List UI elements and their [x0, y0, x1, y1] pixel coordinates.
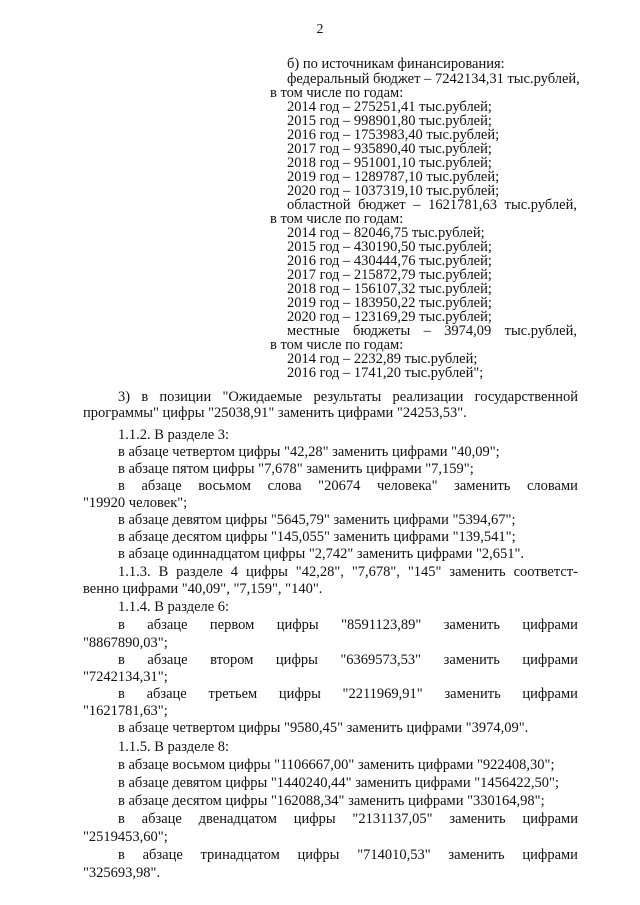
word: "20674: [318, 478, 361, 494]
word: слова: [267, 478, 302, 494]
instruction-line: в абзаце девятом цифры "1440240,44" заменить цифрами "1456422,50";: [118, 775, 559, 791]
regional-year-line: 2020 год – 123169,29 тыс.рублей;: [287, 309, 492, 325]
funding-heading: б) по источникам финансирования:: [287, 56, 505, 72]
federal-year-line: 2016 год – 1753983,40 тыс.рублей;: [287, 127, 500, 143]
word: двенадцатом: [198, 811, 277, 827]
instruction-line: в абзаце десятом цифры "145,055" заменить цифрами "139,541";: [118, 529, 516, 545]
page-number: 2: [316, 22, 324, 37]
word: –: [413, 197, 421, 213]
instruction-continuation: "8867890,03";: [83, 635, 168, 651]
instruction-continuation: "1621781,63";: [83, 703, 168, 719]
word: "8591123,89": [341, 617, 422, 633]
instruction-line: [118, 847, 578, 863]
by-years-label: в том числе по годам:: [270, 85, 404, 101]
instruction-line: в абзаце десятом цифры "162088,34" заменить цифрами "330164,98";: [118, 793, 545, 809]
word: 3): [118, 389, 131, 405]
instruction-line: в абзаце восьмом цифры "1106667,00" заменить цифрами "922408,30";: [118, 757, 555, 773]
word: заменить: [449, 811, 506, 827]
word: втором: [210, 652, 254, 668]
word: в: [118, 847, 125, 863]
word: словами: [526, 478, 578, 494]
federal-year-line: 2019 год – 1289787,10 тыс.рублей;: [287, 169, 500, 185]
word: "7,678",: [351, 564, 400, 580]
word: 1621781,63: [428, 197, 497, 213]
word: государственной: [474, 389, 578, 405]
word: цифры: [245, 564, 288, 580]
word: тринадцатом: [200, 847, 280, 863]
local-year-line: 2016 год – 1741,20 тыс.рублей";: [287, 365, 484, 381]
word: "2131137,05": [352, 811, 433, 827]
word: областной: [287, 197, 351, 213]
para3-line2: программы" цифры "25038,91" заменить цифрами "24253,53".: [83, 405, 467, 421]
word: позиции: [159, 389, 212, 405]
word: "145": [407, 564, 442, 580]
word: в: [118, 478, 125, 494]
word: результаты: [313, 389, 382, 405]
federal-year-line: 2018 год – 951001,10 тыс.рублей;: [287, 155, 492, 171]
word: абзаце: [141, 811, 182, 827]
regional-year-line: 2017 год – 215872,79 тыс.рублей;: [287, 267, 492, 283]
regional-year-line: 2015 год – 430190,50 тыс.рублей;: [287, 239, 492, 255]
word: цифры: [276, 617, 319, 633]
word: заменить: [448, 847, 505, 863]
word: абзаце: [146, 686, 187, 702]
word: абзаце: [147, 652, 188, 668]
instruction-continuation: "19920 человек";: [83, 495, 188, 511]
word: в: [118, 617, 125, 633]
regional-year-line: 2019 год – 183950,22 тыс.рублей;: [287, 295, 492, 311]
word: человека": [376, 478, 438, 494]
regional-year-line: 2016 год – 430444,76 тыс.рублей;: [287, 253, 492, 269]
instruction-line: в абзаце одиннадцатом цифры "2,742" заменить цифрами "2,651".: [118, 546, 525, 562]
word: местные: [287, 323, 340, 339]
word: цифры: [293, 811, 336, 827]
section-1-1-2-heading: 1.1.2. В разделе 3:: [118, 427, 230, 443]
word: цифрами: [522, 617, 578, 633]
word: 4: [230, 564, 238, 580]
word: реализации: [392, 389, 464, 405]
instruction-line: в абзаце четвертом цифры "42,28" заменить цифрами "40,09";: [118, 444, 500, 460]
section-1-1-4-heading: 1.1.4. В разделе 6:: [118, 599, 230, 615]
word: "Ожидаемые: [222, 389, 303, 405]
instruction-line: в абзаце четвертом цифры "9580,45" заменить цифрами "3974,09".: [118, 720, 529, 736]
word: цифрами: [522, 652, 578, 668]
word: в: [141, 389, 149, 405]
word: заменить: [443, 652, 500, 668]
word: заменить: [444, 686, 501, 702]
word: 3974,09: [444, 323, 492, 339]
federal-year-line: 2017 год – 935890,40 тыс.рублей;: [287, 141, 492, 157]
word: в: [118, 686, 125, 702]
section-1-1-3-line2: венно цифрами "40,09", "7,159", "140".: [83, 581, 323, 597]
para3-line1: [118, 389, 578, 405]
word: цифрами: [522, 686, 578, 702]
word: третьем: [208, 686, 258, 702]
word: заменить: [443, 617, 500, 633]
word: в: [118, 811, 125, 827]
instruction-line: [118, 478, 578, 494]
word: абзаце: [141, 478, 182, 494]
section-1-1-3-line1: [118, 564, 578, 580]
section-1-1-5-heading: 1.1.5. В разделе 8:: [118, 739, 230, 755]
instruction-line: [118, 811, 578, 827]
word: В: [158, 564, 169, 580]
word: "714010,53": [357, 847, 431, 863]
federal-year-line: 2014 год – 275251,41 тыс.рублей;: [287, 99, 492, 115]
instruction-line: [118, 686, 578, 702]
word: –: [423, 323, 431, 339]
word: разделе: [176, 564, 223, 580]
word: бюджеты: [353, 323, 411, 339]
word: цифрами: [522, 847, 578, 863]
instruction-line: [118, 652, 578, 668]
word: тыс.рублей,: [504, 197, 577, 213]
word: цифры: [297, 847, 340, 863]
word: абзаце: [147, 617, 188, 633]
word: заменить: [449, 564, 506, 580]
instruction-line: в абзаце девятом цифры "5645,79" заменить цифрами "5394,67";: [118, 512, 516, 528]
instruction-continuation: "7242134,31";: [83, 669, 168, 685]
local-year-line: 2014 год – 2232,89 тыс.рублей;: [287, 351, 478, 367]
word: первом: [209, 617, 255, 633]
word: бюджет: [358, 197, 406, 213]
instruction-continuation: "2519453,60";: [83, 829, 168, 845]
word: заменить: [454, 478, 511, 494]
federal-year-line: 2015 год – 998901,80 тыс.рублей;: [287, 113, 492, 129]
word: восьмом: [198, 478, 251, 494]
regional-year-line: 2014 год – 82046,75 тыс.рублей;: [287, 225, 485, 241]
word: цифрами: [522, 811, 578, 827]
federal-budget-line: федеральный бюджет – 7242134,31 тыс.рублей,: [287, 71, 580, 87]
regional-year-line: 2018 год – 156107,32 тыс.рублей;: [287, 281, 492, 297]
word: цифры: [278, 686, 321, 702]
federal-year-line: 2020 год – 1037319,10 тыс.рублей;: [287, 183, 500, 199]
by-years-label: в том числе по годам:: [270, 211, 404, 227]
word: 1.1.3.: [118, 564, 151, 580]
word: абзаце: [142, 847, 183, 863]
by-years-label: в том числе по годам:: [270, 337, 404, 353]
word: "6369573,53": [340, 652, 422, 668]
word: соответст-: [513, 564, 578, 580]
word: "2211969,91": [342, 686, 423, 702]
word: цифры: [275, 652, 318, 668]
instruction-line: в абзаце пятом цифры "7,678" заменить цифрами "7,159";: [118, 461, 474, 477]
word: "42,28",: [295, 564, 344, 580]
instruction-continuation: "325693,98".: [83, 865, 161, 881]
instruction-line: [118, 617, 578, 633]
word: тыс.рублей,: [504, 323, 577, 339]
word: в: [118, 652, 125, 668]
